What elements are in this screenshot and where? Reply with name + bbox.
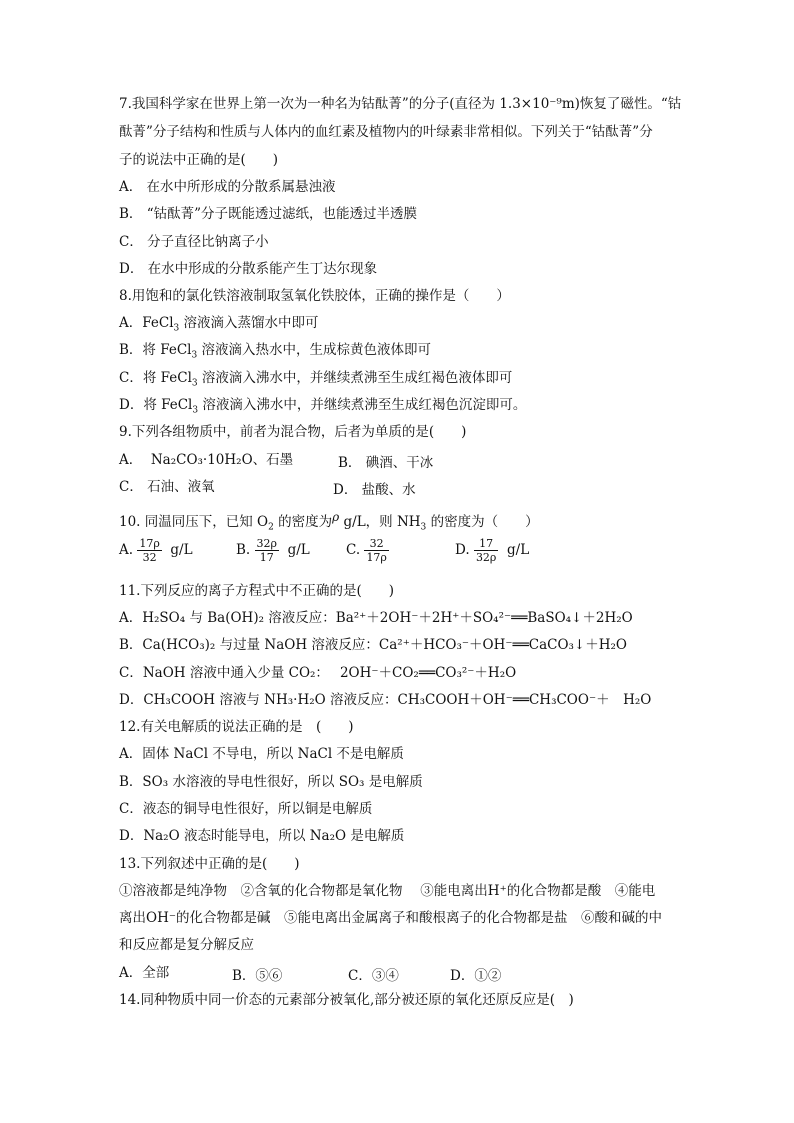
q13-stem: 13.下列叙述中正确的是( ) xyxy=(119,856,300,872)
q8-option-d: D．将 FeCl$_3$ 溶液滴入沸水中，并继续煮沸至生成红褐色沉淀即可。 xyxy=(119,397,527,416)
fraction: $\frac{17}{32\rho}$ xyxy=(475,537,497,564)
q13-option-a: A．全部 xyxy=(119,965,170,981)
q12-option-c: C．液态的铜导电性很好，所以铜是电解质 xyxy=(119,801,373,817)
q7-option-a: A． 在水中所形成的分散系属悬浊液 xyxy=(119,179,336,195)
q8-option-a: A．FeCl$_3$ 溶液滴入蒸馏水中即可 xyxy=(119,315,319,334)
q8-option-c: C．将 FeCl$_3$ 溶液滴入沸水中，并继续煮沸至生成红褐色液体即可 xyxy=(119,370,513,389)
q7-line3: 子的说法中正确的是( ) xyxy=(119,152,279,168)
q7-line1: 7.我国科学家在世界上第一次为一种名为钴酞菁”的分子(直径为 1.3×10⁻⁹m)恢复了磁性。“钴 xyxy=(119,96,682,112)
q11-stem: 11.下列反应的离子方程式中不正确的是( ) xyxy=(119,583,395,599)
q10-option-c: C. $\frac{32}{17\rho}$ xyxy=(346,537,387,564)
q9-option-a: A． Na₂CO₃·10H₂O、石墨 xyxy=(119,452,294,468)
q12-option-a: A．固体 NaCl 不导电，所以 NaCl 不是电解质 xyxy=(119,746,404,762)
q13-line2: 离出OH⁻的化合物都是碱 ⑤能电离出金属离子和酸根离子的化合物都是盐 ⑥酸和碱的中 xyxy=(119,910,662,926)
q9-option-c: C． 石油、液氧 xyxy=(119,479,215,495)
q13-option-d: D．①② xyxy=(450,968,502,984)
q11-option-d: D．CH₃COOH 溶液与 NH₃·H₂O 溶液反应：CH₃COOH＋OH⁻══CH₃COO⁻＋ H₂O xyxy=(119,692,652,708)
q14-stem: 14.同种物质中同一价态的元素部分被氧化,部分被还原的氧化还原反应是( ) xyxy=(119,992,574,1008)
q9-option-d: D． 盐酸、水 xyxy=(333,482,416,498)
q7-option-c: C． 分子直径比钠离子小 xyxy=(119,234,269,250)
q8-option-b: B．将 FeCl$_3$ 溶液滴入热水中，生成棕黄色液体即可 xyxy=(119,342,432,361)
q11-option-a: A．H₂SO₄ 与 Ba(OH)₂ 溶液反应：Ba²⁺＋2OH⁻＋2H⁺＋SO₄²⁻══BaSO₄↓＋2H₂O xyxy=(119,610,633,626)
q9-stem: 9.下列各组物质中，前者为混合物，后者为单质的是( ) xyxy=(119,424,467,440)
q13-option-b: B．⑤⑥ xyxy=(232,968,283,984)
q12-stem: 12.有关电解质的说法正确的是 ( ) xyxy=(119,719,354,735)
q7-line2: 酞菁”分子结构和性质与人体内的血红素及植物内的叶绿素非常相似。下列关于“钴酞菁”分 xyxy=(119,124,653,140)
q10-option-d: D. $\frac{17}{32\rho}$ g/L xyxy=(455,537,530,564)
fraction: $\frac{17\rho}{32}$ xyxy=(139,537,160,564)
q7-option-d: D． 在水中形成的分散系能产生丁达尔现象 xyxy=(119,261,378,277)
q13-line3: 和反应都是复分解反应 xyxy=(119,937,254,953)
q10-option-b: B. $\frac{32\rho}{17}$ g/L xyxy=(236,537,310,564)
q11-option-c: C．NaOH 溶液中通入少量 CO₂： 2OH⁻＋CO₂══CO₃²⁻＋H₂O xyxy=(119,665,517,681)
fraction: $\frac{32\rho}{17}$ xyxy=(256,537,277,564)
q12-option-b: B．SO₃ 水溶液的导电性很好，所以 SO₃ 是电解质 xyxy=(119,774,423,790)
q7-option-b: B． “钴酞菁”分子既能透过滤纸，也能透过半透膜 xyxy=(119,206,418,222)
q10-option-a: A. $\frac{17\rho}{32}$ g/L xyxy=(119,537,193,564)
fraction: $\frac{32}{17\rho}$ xyxy=(366,537,387,564)
q13-option-c: C．③④ xyxy=(348,968,399,984)
q12-option-d: D．Na₂O 液态时能导电，所以 Na₂O 是电解质 xyxy=(119,828,405,844)
q11-option-b: B．Ca(HCO₃)₂ 与过量 NaOH 溶液反应：Ca²⁺＋HCO₃⁻＋OH⁻══CaCO₃↓＋H₂O xyxy=(119,637,627,653)
q10-stem: 10. 同温同压下，已知 $O_2$ 的密度为ρ g/L，则 $NH_3$ 的密度为（ ） xyxy=(119,510,539,533)
q9-option-b: B． 碘酒、干冰 xyxy=(338,455,434,471)
q13-line1: ①溶液都是纯净物 ②含氧的化合物都是氧化物 ③能电离出H⁺的化合物都是酸 ④能电 xyxy=(119,883,656,899)
q8-stem: 8.用饱和的氯化铁溶液制取氢氧化铁胶体，正确的操作是（ ） xyxy=(119,288,510,304)
